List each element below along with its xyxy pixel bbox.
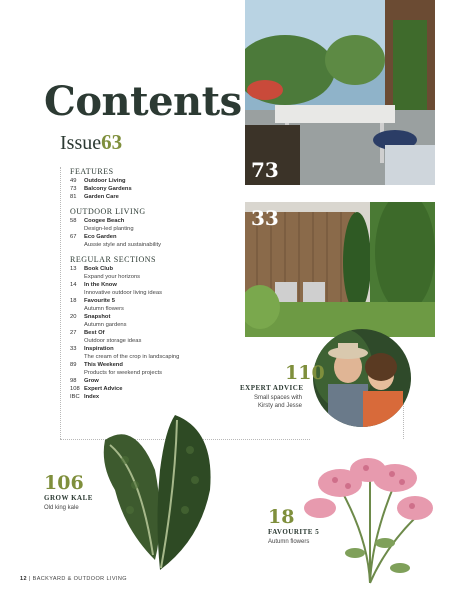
issue-label [60,130,122,155]
expert-photo[interactable] [313,329,411,427]
toc-entry[interactable] [70,185,240,193]
toc-entry-description: The cream of the crop in landscaping [84,354,180,360]
toc-page-number: 73 [70,186,77,192]
section-regular [70,255,240,401]
toc-entry[interactable] [70,233,240,241]
photo-page-number: 33 [251,206,279,230]
toc-page-number: 20 [70,314,77,320]
grow-kale-label: GROW KALE [44,494,93,502]
section-features [70,167,240,201]
favourite-5-number: 18 [268,506,295,528]
toc-entry[interactable] [70,297,240,305]
page-footer [20,576,127,582]
toc-entry-description: Design-led planting [84,226,134,232]
toc-entry-title: Coogee Beach [84,218,125,224]
footer-separator: | [28,576,31,582]
garden-photo[interactable] [245,202,435,337]
toc-page-number: 33 [70,346,77,352]
toc-entry[interactable] [70,313,240,321]
section-heading: FEATURES [70,167,114,176]
favourite-5-sub: Autumn flowers [268,539,310,545]
toc-entry-description: Products for weekend projects [84,370,162,376]
page-title: Contents [44,78,242,125]
toc-entry[interactable] [70,265,240,273]
flowers-photo[interactable] [300,448,440,588]
toc-page-number: 98 [70,378,77,384]
toc-entry-description: Aussie style and sustainability [84,242,162,248]
expert-advice-number: 110 [285,362,325,384]
toc-page-number: 14 [70,282,77,288]
toc-page-number: 49 [70,178,77,184]
expert-advice-line2: Kirsty and Jesse [257,403,302,409]
toc-entry-title: Grow [84,378,99,384]
toc-entry-title: Snapshot [84,314,111,320]
issue-word: Issue [60,132,102,154]
toc-page-number: 58 [70,218,77,224]
toc-entry[interactable] [70,281,240,289]
toc-entry-description: Innovative outdoor living ideas [84,290,162,296]
toc-page-number: 108 [70,386,80,392]
toc-entry-title: Garden Care [84,194,119,200]
issue-number: 63 [101,130,123,154]
toc-page-number: 81 [70,194,77,200]
toc-entry[interactable] [70,177,240,185]
balcony-photo[interactable] [245,0,435,185]
toc-entry-description: Autumn gardens [84,322,127,328]
toc-page-number: 67 [70,234,77,240]
dotted-guide-vertical [60,167,61,439]
toc-entry-title: Outdoor Living [84,178,126,184]
section-heading: OUTDOOR LIVING [70,207,146,216]
toc-entry[interactable] [70,329,240,337]
toc-page-number: 18 [70,298,77,304]
photo-page-number: 73 [251,158,279,182]
footer-page-number: 12 [20,576,27,582]
grow-kale-number: 106 [44,472,84,494]
toc-entry[interactable] [70,361,240,369]
kale-photo[interactable] [95,410,225,575]
section-heading: REGULAR SECTIONS [70,255,157,264]
toc-entry-title: Expert Advice [84,386,123,392]
toc-entry-title: Favourite 5 [84,298,115,304]
toc-entry[interactable] [70,345,240,353]
favourite-5-label: FAVOURITE 5 [268,528,320,536]
toc-page-number: 89 [70,362,77,368]
section-outdoor-living [70,207,240,249]
toc-entry[interactable] [70,377,240,385]
toc-page-number: IBC [70,394,80,400]
expert-advice-line1: Small spaces with [253,395,302,401]
toc-page-number: 27 [70,330,77,336]
toc-entry[interactable] [70,393,240,401]
grow-kale-sub: Old king kale [44,505,79,511]
toc-entry-title: Inspiration [84,346,114,352]
toc-entry[interactable] [70,217,240,225]
expert-advice-label: EXPERT ADVICE [240,384,304,392]
toc-entry-title: Eco Garden [84,234,117,240]
toc-entry-title: Balcony Gardens [84,186,132,192]
toc-entry-title: Best Of [84,330,105,336]
toc-entry-title: This Weekend [84,362,123,368]
toc-entry-description: Expand your horizons [84,274,141,280]
toc-entry-title: In the Know [84,282,117,288]
table-of-contents [70,167,240,407]
toc-entry-title: Index [84,394,100,400]
toc-entry-title: Book Club [84,266,113,272]
toc-entry-description: Outdoor storage ideas [84,338,142,344]
toc-page-number: 13 [70,266,77,272]
toc-entry[interactable] [70,385,240,393]
footer-publication: BACKYARD & OUTDOOR LIVING [32,576,127,582]
toc-entry-description: Autumn flowers [84,306,124,312]
toc-entry[interactable] [70,193,240,201]
